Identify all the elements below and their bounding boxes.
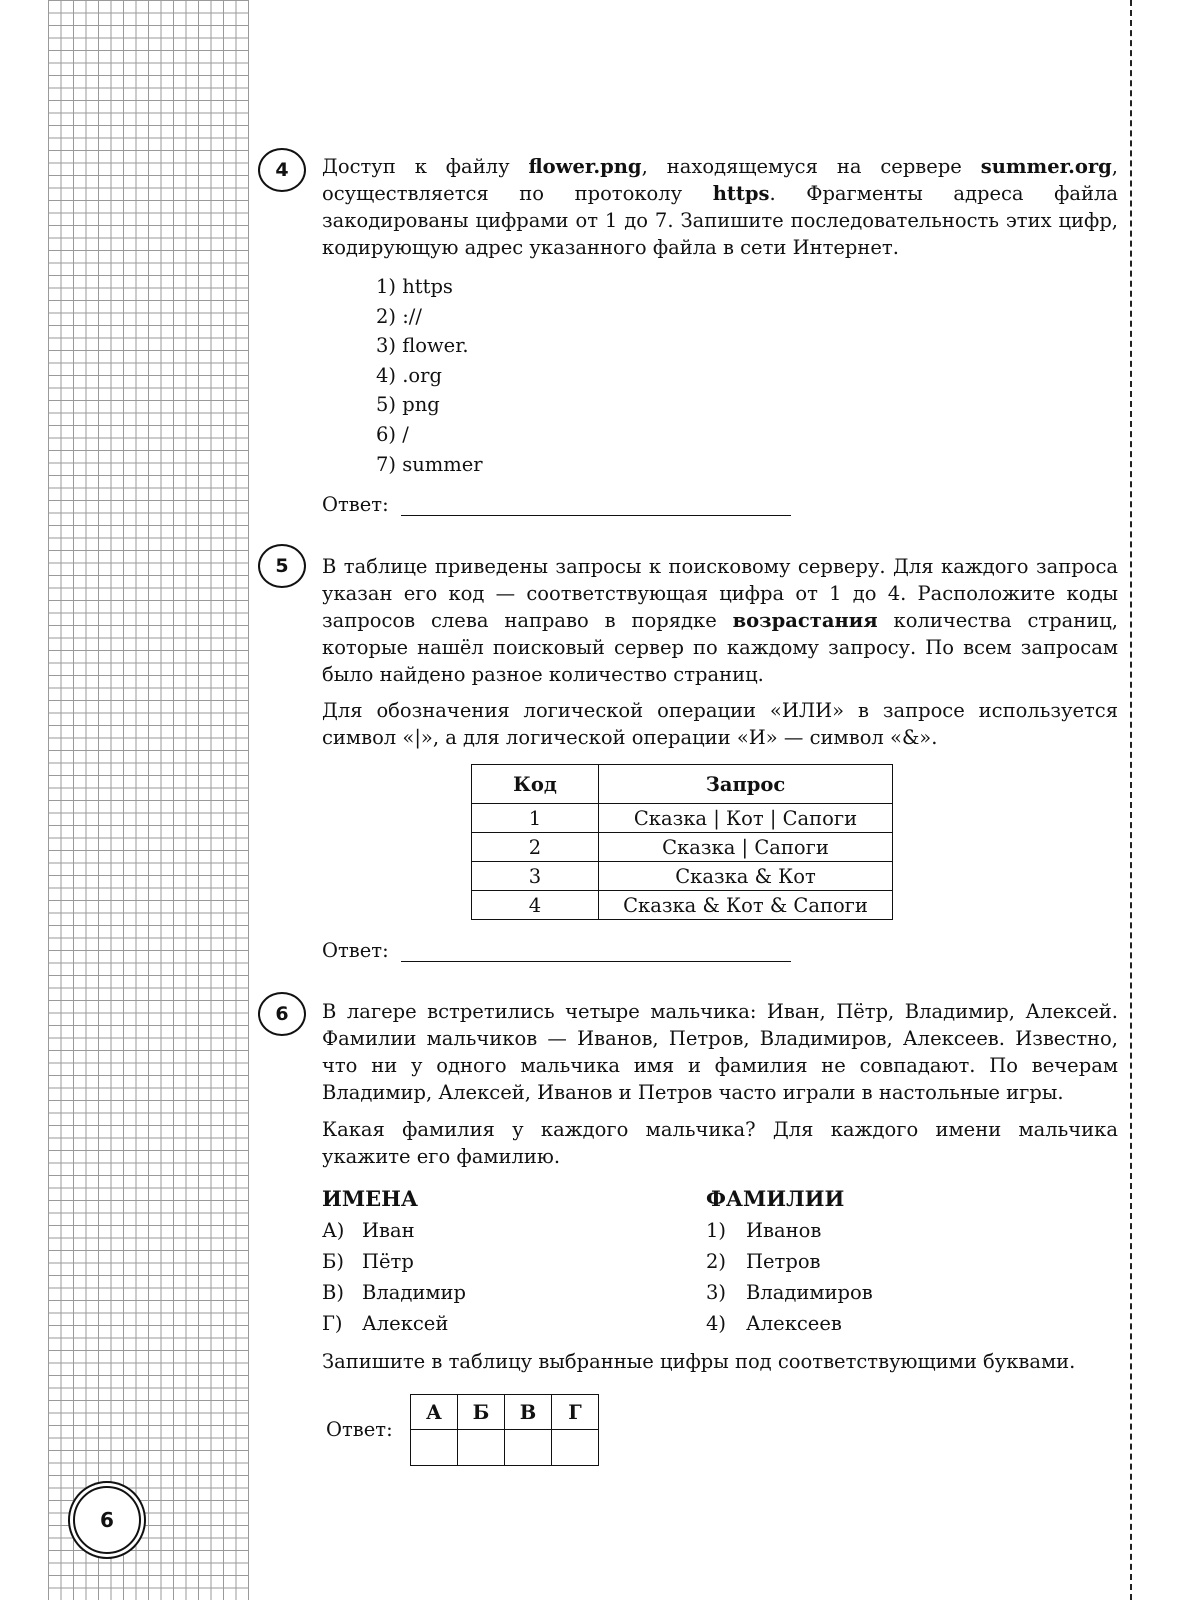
question-4-number: 4 [258,148,306,192]
list-item: 3) Владимиров [706,1281,873,1304]
cell-code: 1 [472,804,599,833]
answer-label: Ответ: [322,493,389,516]
surnames-list [706,1215,873,1339]
answer-line[interactable] [401,495,791,516]
table-row [472,891,893,920]
option-5: 5) png [376,393,440,417]
table-header-row [472,765,893,804]
header-code: Код [472,765,599,804]
option-4: 4) .org [376,363,442,387]
answer-header-g: Г [552,1395,599,1430]
cell-query: Сказка | Кот | Сапоги [599,804,893,833]
surnames-header: ФАМИЛИИ [706,1186,845,1211]
names-header: ИМЕНА [322,1186,419,1211]
question-6-question: Какая фамилия у каждого мальчика? Для каждого имени мальчика укажите его фамилию. [322,1118,1118,1168]
cell-query: Сказка & Кот [599,862,893,891]
answer-cell-a[interactable] [411,1430,458,1466]
question-5-text-2: Для обозначения логической операции «ИЛИ» в запросе используется символ «|», а для логической операции «И» — символ «&». [322,699,1118,749]
names-list [322,1215,466,1339]
table-row [472,804,893,833]
question-6-instruction: Запишите в таблицу выбранные цифры под соответствующими буквами. [322,1350,1076,1373]
query-table [471,764,893,920]
list-item: В) Владимир [322,1281,466,1304]
question-4-options [376,272,483,479]
question-4-text: Доступ к файлу flower.png, находящемуся на сервере summer.org, осуществляется по протоколу https. Фрагменты адреса файла закодированы цифрами от 1 до 7. Запишите последовательность этих цифр, кодирующую адрес указанного файла в сети Интернет. [322,155,1118,259]
option-3: 3) flower. [376,334,469,358]
option-2: 2) :// [376,304,422,328]
answer-label: Ответ: [326,1418,393,1441]
question-5-number: 5 [258,544,306,588]
cell-query: Сказка | Сапоги [599,833,893,862]
question-5-text: В таблице приведены запросы к поисковому серверу. Для каждого запроса указан его код — соответствующая цифра от 1 до 4. Расположите коды запросов слева направо в порядке возрастания количества страниц, которые нашёл поисковый сервер по каждому запросу. По всем запросам было найдено разное количество страниц. [322,555,1118,686]
margin-grid [48,0,249,1600]
question-5-answer [322,939,791,962]
option-7: 7) summer [376,452,483,476]
question-6-answer-label [326,1418,393,1441]
cell-query: Сказка & Кот & Сапоги [599,891,893,920]
header-query: Запрос [599,765,893,804]
option-6: 6) / [376,422,409,446]
answer-header-a: А [411,1395,458,1430]
question-6-number: 6 [258,992,306,1036]
answer-header-row [411,1395,599,1430]
question-6-text: В лагере встретились четыре мальчика: Иван, Пётр, Владимир, Алексей. Фамилии мальчиков — Иванов, Петров, Владимиров, Алексеев. Известно, что ни у одного мальчика имя и фамилия не совпадают. По вечерам Владимир, Алексей, Иванов и Петров часто играли в настольные игры. [322,1000,1118,1104]
answer-cell-v[interactable] [505,1430,552,1466]
list-item: 4) Алексеев [706,1312,842,1335]
answer-line[interactable] [401,941,791,962]
table-row [472,862,893,891]
list-item: Б) Пётр [322,1250,414,1273]
answer-cell-b[interactable] [458,1430,505,1466]
answer-header-b: Б [458,1395,505,1430]
answer-header-v: В [505,1395,552,1430]
cell-code: 3 [472,862,599,891]
list-item: 2) Петров [706,1250,821,1273]
answer-input-row [411,1430,599,1466]
cell-code: 4 [472,891,599,920]
list-item: Г) Алексей [322,1312,449,1335]
list-item: А) Иван [322,1219,415,1242]
question-4-answer [322,493,791,516]
option-1: 1) https [376,275,453,298]
answer-label: Ответ: [322,939,389,962]
cut-line [1130,0,1132,1600]
answer-cell-g[interactable] [552,1430,599,1466]
answer-table [410,1394,599,1466]
table-row [472,833,893,862]
list-item: 1) Иванов [706,1219,822,1242]
page-number: 6 [73,1486,141,1554]
cell-code: 2 [472,833,599,862]
